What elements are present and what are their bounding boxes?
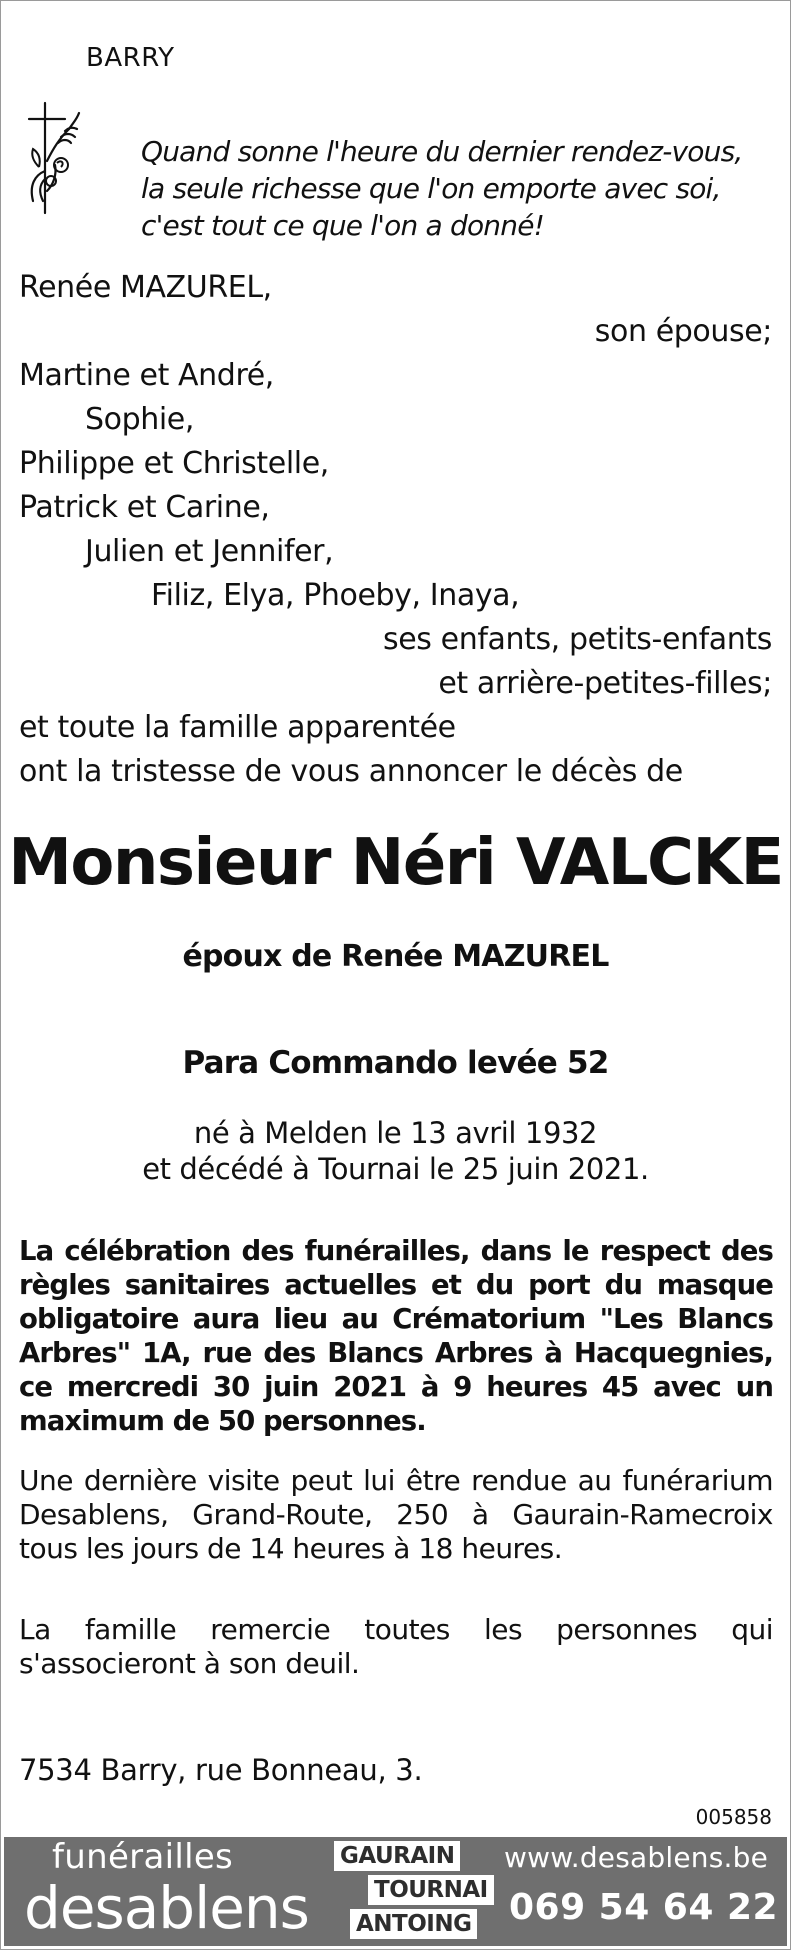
family-line: Renée MAZUREL, [19, 270, 272, 305]
website-link[interactable]: www.desablens.be [504, 1841, 768, 1874]
family-line: et toute la famille apparentée [19, 710, 456, 745]
spouse-line: époux de Renée MAZUREL [182, 939, 609, 974]
family-line: Martine et André, [19, 358, 274, 393]
family-line: Philippe et Christelle, [19, 446, 329, 481]
funeral-home-banner [4, 1837, 787, 1946]
deceased-name: Monsieur Néri VALCKE [8, 826, 783, 900]
family-line: Patrick et Carine, [19, 490, 270, 525]
quote-line: c'est tout ce que l'on a donné! [141, 209, 545, 242]
town-heading: BARRY [86, 43, 175, 73]
quote-line: la seule richesse que l'on emporte avec soi, [141, 172, 721, 205]
town-badge: TOURNAI [368, 1875, 494, 1905]
ceremony-paragraph: La célébration des funérailles, dans le respect des règles sanitaires actuelles et du port du masque obligatoire aura lieu au Crématorium "Les Blancs Arbres" 1A, rue des Blancs Arbres à Hacquegnies, ce mercredi 30 juin 2021 à 9 heures 45 avec un maximum de 50 personnes. [19, 1235, 773, 1437]
family-line: ses enfants, petits-enfants [383, 622, 772, 657]
town-badges [330, 1841, 496, 1943]
family-address: 7534 Barry, rue Bonneau, 3. [19, 1753, 423, 1787]
family-line: Filiz, Elya, Phoeby, Inaya, [151, 578, 520, 613]
family-line: Julien et Jennifer, [85, 534, 334, 569]
family-line: ont la tristesse de vous annoncer le décès de [19, 754, 683, 789]
family-line: son épouse; [594, 314, 772, 349]
birth-death-dates [1, 1115, 790, 1187]
family-line: Sophie, [85, 402, 194, 437]
quote-line: Quand sonne l'heure du dernier rendez-vous, [141, 135, 743, 168]
military-unit: Para Commando levée 52 [182, 1045, 609, 1081]
brand-line-1: funérailles [52, 1837, 234, 1877]
cross-with-flowers-icon [21, 101, 91, 216]
phone-number[interactable]: 069 54 64 22 [509, 1887, 779, 1928]
brand-logo: desablens [24, 1874, 309, 1942]
death-line: et décédé à Tournai le 25 juin 2021. [142, 1152, 649, 1186]
birth-line: né à Melden le 13 avril 1932 [193, 1116, 598, 1150]
quote-block [141, 133, 742, 244]
thanks-paragraph: La famille remercie toutes les personnes qui s'associeront à son deuil. [19, 1613, 773, 1680]
reference-number: 005858 [695, 1805, 772, 1829]
family-line: et arrière-petites-filles; [438, 666, 772, 701]
visit-paragraph: Une dernière visite peut lui être rendue au funérarium Desablens, Grand-Route, 250 à Gaurain-Ramecroix tous les jours de 14 heures à 18 heures. [19, 1464, 773, 1565]
town-badge: GAURAIN [334, 1841, 460, 1871]
town-badge: ANTOING [350, 1909, 477, 1939]
